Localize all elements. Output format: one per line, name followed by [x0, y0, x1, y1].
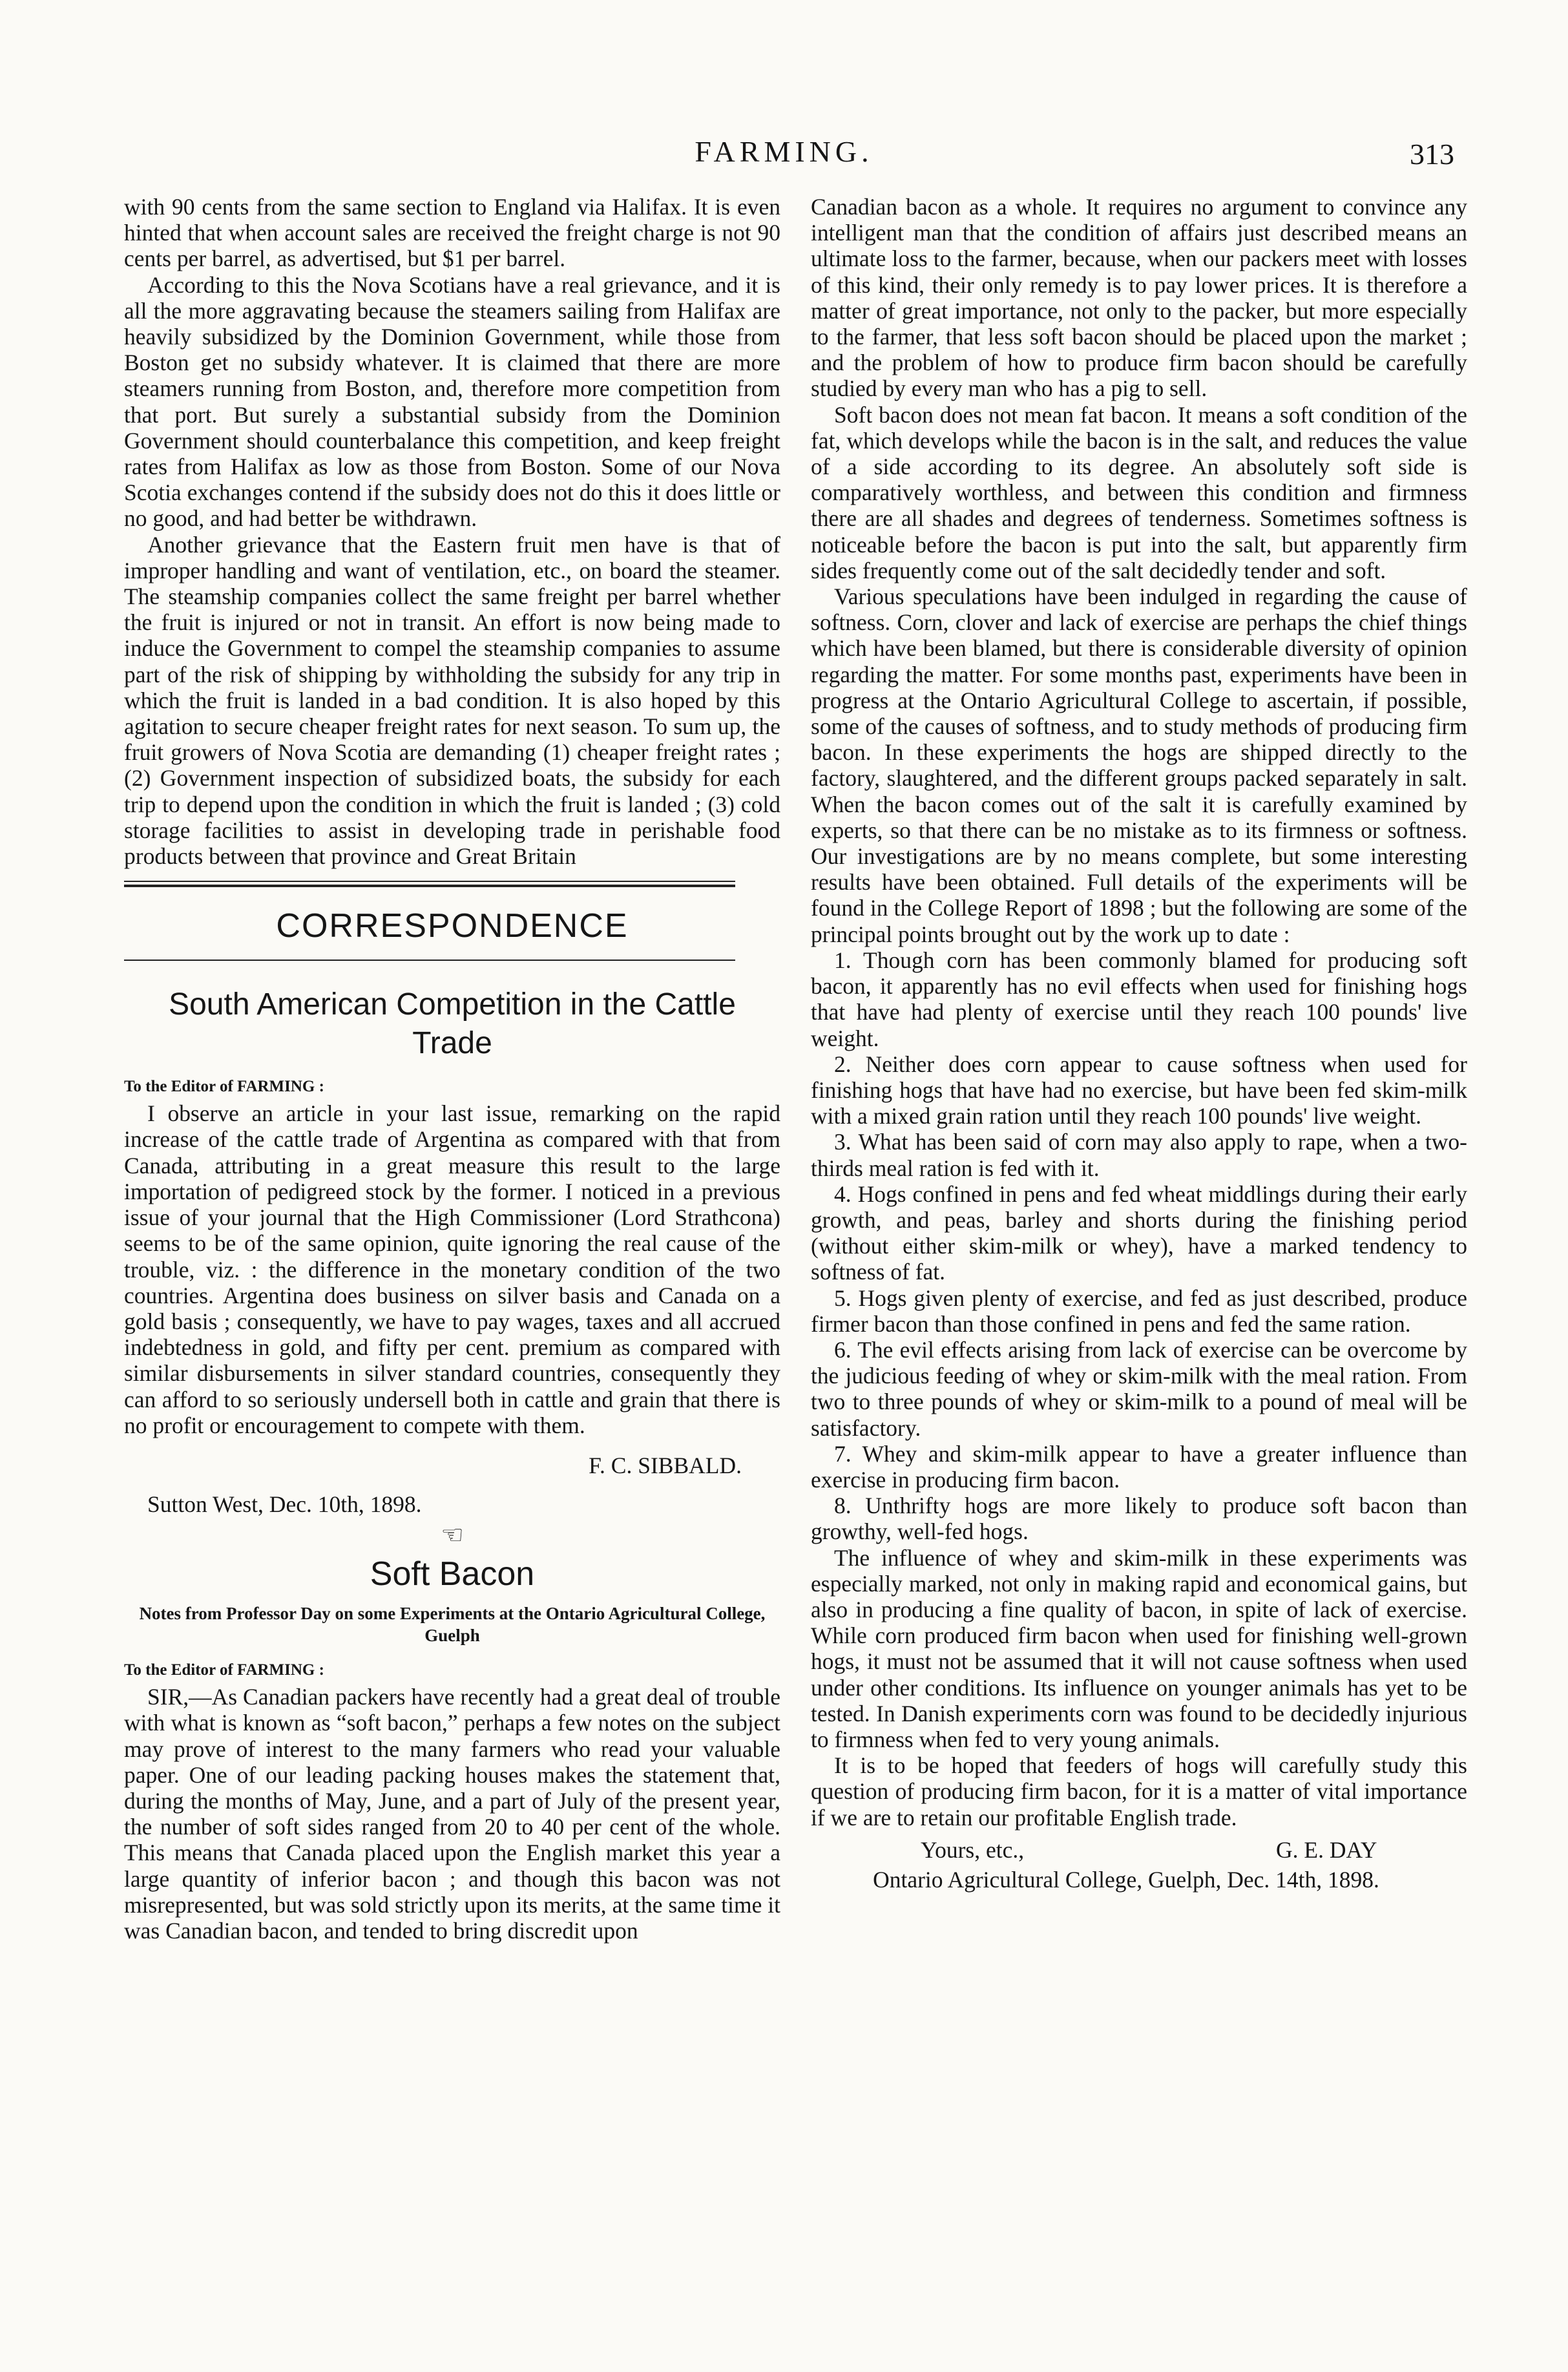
list-item: 5. Hogs given plenty of exercise, and fed as just described, produce firmer bacon than those confined in pens and fed the same ration.: [811, 1285, 1467, 1337]
letter-body: SIR,—As Canadian packers have recently had a great deal of trouble with what is known as “soft bacon,” perhaps a few notes on the subject may prove of interest to the many farmers who read your valuable paper. One of our leading packing houses makes the statement that, during the months of May, June, and a part of July of the present year, the number of soft sides ranged from 20 to 40 per cent of the whole. This means that Canada placed upon the English market this year a large quantity of inferior bacon ; and though this bacon was not misrepresented, but was sold strictly upon its merits, at the same time it was Canadian bacon, and tended to bring discredit upon: [124, 1684, 780, 1944]
list-item: 8. Unthrifty hogs are more likely to produce soft bacon than growthy, well-fed hogs.: [811, 1493, 1467, 1545]
letter-title: Soft Bacon: [370, 1555, 535, 1593]
page-number: 313: [1410, 138, 1454, 171]
divider: [124, 885, 735, 887]
running-head: FARMING.: [695, 135, 873, 168]
list-item: 4. Hogs confined in pens and fed wheat middlings during their early growth, and peas, barley and shorts during the finishing period (without either skim-milk or whey), have a marked tendency to softness of fat.: [811, 1181, 1467, 1285]
divider: [124, 881, 735, 882]
list-item: 6. The evil effects arising from lack of exercise can be overcome by the judicious feeding of whey or skim-milk with the meal ration. From two to three pounds of whey or skim-milk to a pound of meal will be satisfactory.: [811, 1336, 1467, 1441]
place-date: Sutton West, Dec. 10th, 1898.: [147, 1491, 422, 1517]
paragraph: It is to be hoped that feeders of hogs will carefully study this question of producing firm bacon, for it is a matter of vital importance if we are to retain our profitable English trade.: [811, 1752, 1467, 1831]
closing-block: [811, 1837, 1467, 1865]
paragraph: Various speculations have been indulged in regarding the cause of softness. Corn, clover and lack of exercise are perhaps the chief things which have been blamed, but there is considerable diversity of opinion regarding the matter. For some months past, experiments have been in progress at the Ontario Agricultural College to ascertain, if possible, some of the causes of softness, and to study methods of producing firm bacon. In these experiments the hogs are shipped directly to the factory, slaughtered, and the different groups packed separately in salt. When the bacon comes out of the salt it is carefully examined by experts, so that there can be no mistake as to its firmness or softness. Our investigations are by no means complete, but some interesting results have been obtained. Full details of the experiments will be found in the College Report of 1898 ; but the following are some of the principal points brought out by the work up to date :: [811, 583, 1467, 947]
list-item: 3. What has been said of corn may also apply to rape, when a two-thirds meal ration is fed with it.: [811, 1129, 1467, 1181]
left-column: [124, 194, 780, 1944]
letter-body: I observe an article in your last issue, remarking on the rapid increase of the cattle trade of Argentina as compared with that from Canada, attributing in a great measure this result to the large importation of pedigreed stock by the former. I noticed in a previous issue of your journal that the High Commissioner (Lord Strathcona) seems to be of the same opinion, quite ignoring the real cause of the trouble, viz. : the difference in the monetary condition of the two countries. Argentina does business on silver basis and Canada on a gold basis ; consequently, we have to pay wages, taxes and all accrued indebtedness in gold, and fifty per cent. premium as compared with similar disbursements in silver standard countries, consequently they can afford to so seriously undersell both in cattle and grain that there is no profit or encouragement to compete with them.: [124, 1100, 780, 1438]
paragraph: Another grievance that the Eastern fruit men have is that of improper handling and want of ventilation, etc., on board the steamer. The steamship companies collect the same freight per barrel whether the fruit is injured or not in transit. An effort is now being made to induce the Government to compel the steamship companies to assume part of the risk of shipping by withholding the subsidy for any trip in which the fruit is landed in a bad condition. It is also hoped by this agitation to secure cheaper freight rates for next season. To sum up, the fruit growers of Nova Scotia are demanding (1) cheaper freight rates ; (2) Government inspection of subsidized boats, the subsidy for each trip to depend upon the condition in which the fruit is landed ; (3) cold storage facilities to assist in developing trade in perishable food products between that province and Great Britain: [124, 531, 780, 870]
signature: G. E. DAY: [1276, 1836, 1377, 1863]
list-item: 7. Whey and skim-milk appear to have a greater influence than exercise in producing firm bacon.: [811, 1440, 1467, 1493]
section-heading: CORRESPONDENCE: [276, 907, 629, 945]
salutation: To the Editor of FARMING :: [124, 1078, 324, 1096]
letter-title: South American Competition in the Cattle Trade: [169, 987, 736, 1061]
paragraph: The influence of whey and skim-milk in these experiments was especially marked, not only in making rapid and economical gains, but also in producing a fine quality of bacon, in spite of lack of exercise. While corn produced firm bacon when used for finishing well-grown hogs, it must not be assumed that it will not cause softness when used under other conditions. Its influence on younger animals has yet to be tested. In Danish experiments corn was found to be decidedly injurious to firmness when fed to very young animals.: [811, 1544, 1467, 1752]
closing: Yours, etc.,: [921, 1836, 1025, 1863]
paragraph: Soft bacon does not mean fat bacon. It means a soft condition of the fat, which develops while the bacon is in the salt, and reduces the value of a side according to its degree. An absolutely soft side is comparatively worthless, and between this condition and firmness there are all shades and degrees of tenderness. Sometimes softness is noticeable before the bacon is put into the salt, but apparently firm sides frequently come out of the salt decidedly tender and soft.: [811, 401, 1467, 583]
signature: F. C. SIBBALD.: [589, 1452, 742, 1478]
dateline: Ontario Agricultural College, Guelph, Dec. 14th, 1898.: [873, 1866, 1379, 1893]
list-item: 1. Though corn has been commonly blamed for producing soft bacon, it apparently has no evil effects when used for finishing hogs that have had plenty of exercise until they reach 100 pounds' live weight.: [811, 947, 1467, 1051]
divider: [124, 960, 735, 961]
pointing-hand-icon: ☜: [441, 1520, 464, 1550]
salutation: To the Editor of FARMING :: [124, 1661, 324, 1679]
letter-subtitle: Notes from Professor Day on some Experiments at the Ontario Agricultural College, Guelph: [139, 1604, 766, 1646]
paragraph: Canadian bacon as a whole. It requires no argument to convince any intelligent man that the condition of affairs just described means an ultimate loss to the farmer, because, when our packers meet with losses of this kind, their only remedy is to pay lower prices. It is therefore a matter of great importance, not only to the packer, but more especially to the farmer, that less soft bacon should be placed upon the market ; and the problem of how to produce firm bacon should be carefully studied by every man who has a pig to sell.: [811, 194, 1467, 402]
paragraph: with 90 cents from the same section to England via Halifax. It is even hinted that when account sales are received the freight charge is not 90 cents per barrel, as advertised, but $1 per barrel.: [124, 194, 780, 272]
signature-block: [124, 1453, 780, 1491]
paragraph: According to this the Nova Scotians have a real grievance, and it is all the more aggravating because the steamers sailing from Halifax are heavily subsidized by the Dominion Government, while those from Boston get no subsidy whatever. It is claimed that there are more steamers running from Boston, and, therefore more competition from that port. But surely a substantial subsidy from the Dominion Government should counterbalance this competition, and keep freight rates from Halifax as low as those from Boston. Some of our Nova Scotia exchanges contend if the subsidy does not do this it does little or no good, and had better be withdrawn.: [124, 271, 780, 532]
right-column: [811, 194, 1467, 1893]
list-item: 2. Neither does corn appear to cause softness when used for finishing hogs that have had no exercise, but have been fed skim-milk with a mixed grain ration until they reach 100 pounds' live weight.: [811, 1051, 1467, 1129]
